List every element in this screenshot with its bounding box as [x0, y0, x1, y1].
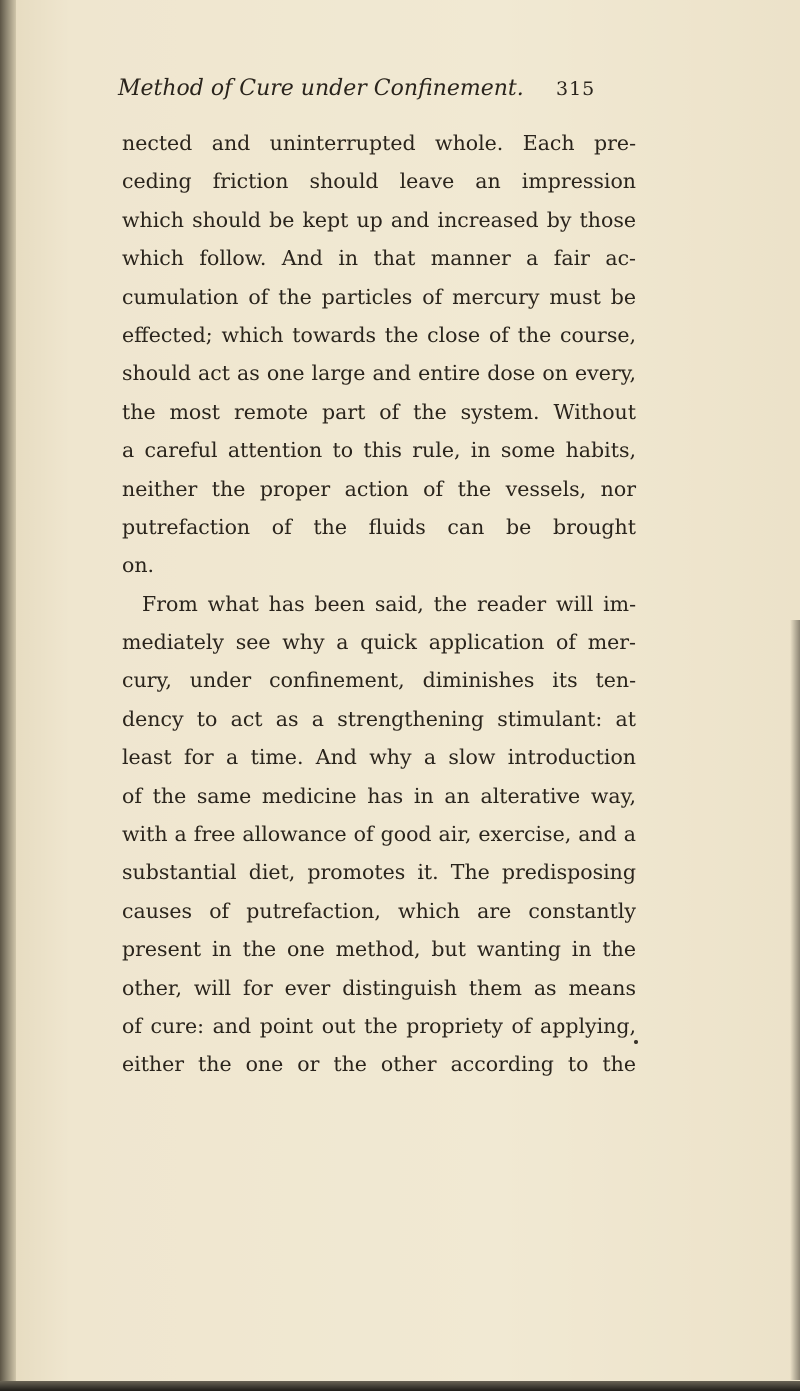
text-line: which follow. And in that manner a fair ac-	[122, 246, 636, 271]
text-line: should act as one large and entire dose on every,	[122, 361, 636, 386]
text-line: nected and uninterrupted whole. Each pre-	[122, 131, 636, 155]
text-line: present in the one method, but wanting in the	[122, 937, 636, 962]
text-line: of the same medicine has in an alterative way,	[122, 783, 636, 808]
running-header	[118, 74, 638, 104]
text-line: dency to act as a strengthening stimulant: at	[122, 706, 636, 731]
page-edge-shadow	[790, 620, 800, 1380]
text-line: ceding friction should leave an impression	[122, 169, 636, 194]
text-line: other, will for ever distinguish them as means	[122, 975, 636, 1000]
text-line: with a free allowance of good air, exercise, and a	[122, 822, 636, 847]
text-line: a careful attention to this rule, in some habits,	[122, 438, 636, 463]
text-line: cury, under confinement, diminishes its ten-	[122, 668, 636, 693]
text-line: causes of putrefaction, which are constantly	[122, 898, 636, 923]
paragraph-end-line: on.	[122, 553, 155, 578]
page-number: 315	[556, 78, 596, 100]
text-line: the most remote part of the system. Without	[122, 399, 636, 424]
text-line: neither the proper action of the vessels, nor	[122, 476, 636, 501]
scan-bottom-edge	[0, 1381, 800, 1391]
text-line: putrefaction of the fluids can be brought	[122, 514, 636, 539]
text-line: which should be kept up and increased by those	[122, 207, 636, 232]
text-line: mediately see why a quick application of mer-	[122, 630, 636, 655]
text-line: either the one or the other according to the	[122, 1052, 636, 1077]
paragraph-start-line: From what has been said, the reader will im-	[142, 591, 636, 616]
body-text	[122, 124, 636, 1084]
binding-gutter-shadow	[0, 0, 16, 1391]
text-line: effected; which towards the close of the course,	[122, 322, 636, 347]
text-line: substantial diet, promotes it. The predisposing	[122, 860, 636, 885]
text-line: least for a time. And why a slow introduction	[122, 745, 636, 770]
ink-speck	[634, 1040, 638, 1044]
text-line: of cure: and point out the propriety of applying,	[122, 1013, 636, 1038]
text-line: cumulation of the particles of mercury must be	[122, 284, 636, 309]
running-title: Method of Cure under Confinement.	[118, 76, 524, 101]
